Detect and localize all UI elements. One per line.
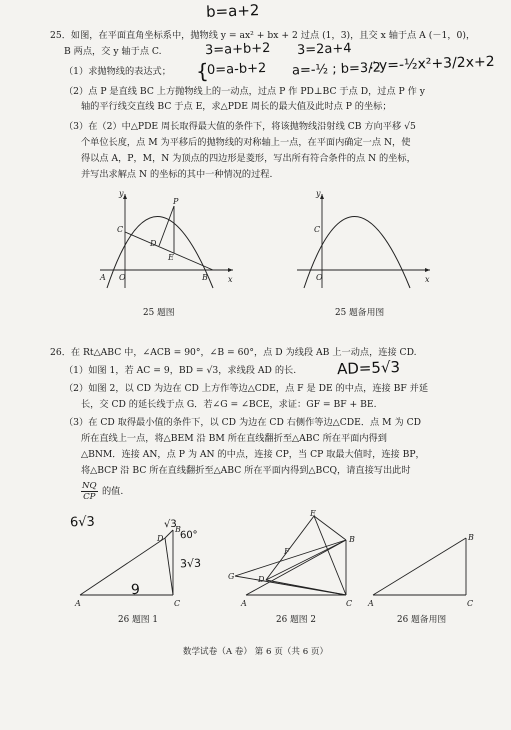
handwritten-note: b=a+2	[205, 1, 260, 21]
q26-part3-line2: 所在直线上一点，将△BEM 沿 BM 所在直线翻折至△ABC 所在平面内得到	[81, 433, 387, 444]
q25-part3-line4: 并写出求解点 N 的坐标的其中一种情况的过程.	[81, 169, 273, 180]
q25-stem-line1: 25．如图，在平面直角坐标系中，抛物线 y = ax² + bx + 2 过点 (1，3)，且交 x 轴于点 A (－1，0)，	[50, 30, 476, 41]
label-G: G	[228, 572, 235, 581]
label-E: E	[310, 509, 316, 518]
q26-part2-line1: （2）如图 2，以 CD 为边在 CD 上方作等边△CDE，点 F 是 DE 的中点，连接 BF 并延	[64, 383, 429, 394]
handwritten-eq3: 3=2a+4	[296, 41, 352, 58]
fraction-denominator: CP	[83, 492, 96, 502]
q25-part3-line1: （3）在（2）中△PDE 周长取得最大值的条件下，将该抛物线沿射线 CB 方向平移 √5	[64, 121, 416, 132]
fraction-nq-cp	[81, 481, 98, 502]
q25-stem-line2: B 两点，交 y 轴于点 C.	[64, 46, 162, 57]
label-B: B	[202, 273, 208, 282]
q26-stem: 26．在 Rt△ABC 中，∠ACB = 90°，∠B = 60°，点 D 为线段 AB 上一动点，连接 CD.	[50, 347, 417, 358]
label-A: A	[75, 599, 81, 608]
q26-part3-line5: 的值.	[102, 486, 124, 497]
q26-part1: （1）如图 1，若 AC = 9，BD = √3，求线段 AD 的长.	[64, 365, 297, 376]
label-F: F	[284, 547, 290, 556]
q25-part3-line2: 个单位长度，点 M 为平移后的抛物线的对称轴上一点，在平面内确定一点 N，使	[81, 137, 411, 148]
fraction-numerator: NQ	[82, 481, 97, 491]
label-A: A	[241, 599, 247, 608]
label-C: C	[117, 225, 124, 234]
label-A: A	[100, 273, 106, 282]
handwritten-9: 9	[130, 581, 141, 599]
label-C: C	[346, 599, 353, 608]
handwritten-3root3: 3√3	[179, 556, 202, 571]
label-B: B	[468, 533, 474, 542]
q25-part1: （1）求抛物线的表达式；	[64, 66, 171, 77]
q26-caption2: 26 题图 2	[276, 615, 316, 625]
page-footer: 数学试卷（A 卷） 第 6 页（共 6 页）	[182, 647, 329, 657]
label-B: B	[349, 535, 355, 544]
label-D: D	[258, 575, 265, 584]
q26-caption1: 26 题图 1	[118, 615, 158, 625]
label-D: D	[157, 534, 164, 543]
label-x: x	[425, 275, 430, 284]
handwritten-brace: {	[195, 58, 210, 84]
q26-part3-line1: （3）在 CD 取得最小值的条件下，以 CD 为边在 CD 右侧作等边△CDE．点 M 为 CD	[64, 417, 421, 428]
label-P: P	[173, 197, 179, 206]
q26-part2-line2: 长，交 CD 的延长线于点 G．若∠G = ∠BCE，求证：GF = BF + BE.	[81, 399, 377, 410]
label-O: O	[316, 273, 323, 282]
label-C: C	[174, 599, 181, 608]
label-E: E	[168, 253, 174, 262]
handwritten-result: ∴y=-½x²+3/2x+2	[369, 53, 495, 75]
label-y: y	[119, 189, 124, 198]
handwritten-root3: √3	[163, 518, 177, 531]
q26-backup-figure	[368, 520, 488, 610]
handwritten-60deg: 60°	[179, 529, 198, 542]
label-y: y	[316, 189, 321, 198]
label-x: x	[228, 275, 233, 284]
label-D: D	[150, 239, 157, 248]
q25-backup-figure	[292, 190, 432, 290]
handwritten-solution: a=-½ ; b=3/2	[291, 60, 382, 79]
handwritten-eq2: 0=a-b+2	[206, 60, 267, 79]
q25-caption2: 25 题备用图	[335, 308, 385, 318]
q26-figure2	[228, 509, 368, 608]
handwritten-ad: AD=5√3	[336, 357, 401, 379]
label-O: O	[119, 273, 126, 282]
q26-part3-line3: △BNM．连接 AN，点 P 为 AN 的中点，连接 CP，当 CP 取最大值时，连接 BP，	[81, 449, 425, 460]
q25-figure	[95, 190, 235, 290]
label-C: C	[314, 225, 321, 234]
q26-part3-line4: 将△BCP 沿 BC 所在直线翻折至△ABC 所在平面内得到△BCQ，请直接写出此时	[81, 465, 411, 476]
q25-caption1: 25 题图	[143, 308, 175, 318]
handwritten-6root3: 6√3	[69, 514, 96, 531]
label-B: B	[175, 525, 181, 534]
q25-part3-line3: 得以点 A，P，M，N 为顶点的四边形是菱形，写出所有符合条件的点 N 的坐标，	[81, 153, 416, 164]
q26-caption3: 26 题备用图	[397, 615, 447, 625]
q25-part2-line2: 轴的平行线交直线 BC 于点 E，求△PDE 周长的最大值及此时点 P 的坐标；	[81, 101, 392, 112]
label-C: C	[467, 599, 474, 608]
handwritten-eq1: 3=a+b+2	[204, 40, 271, 59]
q25-part2-line1: （2）点 P 是直线 BC 上方抛物线上的一动点，过点 P 作 PD⊥BC 于点 D，过点 P 作 y	[64, 86, 425, 97]
label-A: A	[368, 599, 374, 608]
